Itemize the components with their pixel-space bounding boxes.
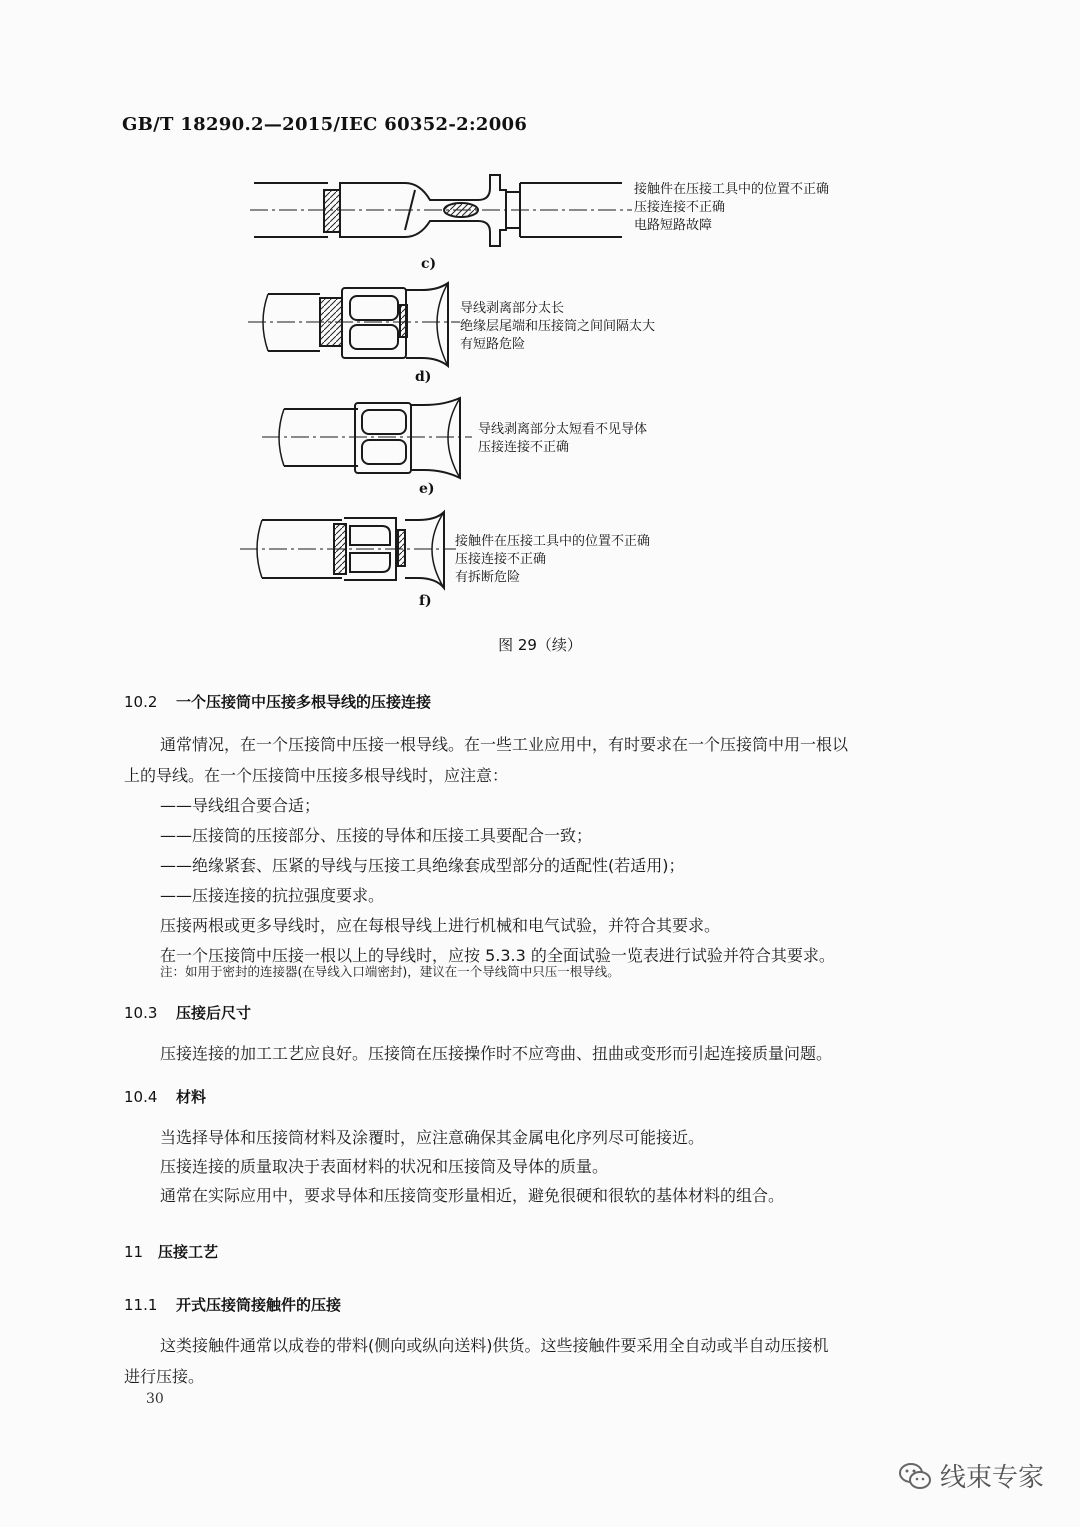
figure-e-notes bbox=[478, 421, 647, 457]
section-number: 11.1 bbox=[124, 1296, 158, 1314]
figure-d-drawing bbox=[248, 283, 460, 366]
requirement-list bbox=[160, 791, 835, 971]
text-line: 进行压接。 bbox=[124, 1367, 205, 1386]
wechat-icon bbox=[898, 1461, 932, 1491]
section-heading-11 bbox=[124, 1241, 218, 1262]
figure-d-label: d) bbox=[415, 369, 432, 385]
list-item: ——压接连接的抗拉强度要求。 bbox=[160, 886, 385, 905]
paragraph: 这类接触件通常以成卷的带料(侧向或纵向送料)供货。这些接触件要采用全自动或半自动压接机 bbox=[160, 1336, 829, 1355]
text-line: 压接两根或更多导线时，应在每根导线上进行机械和电气试验，并符合其要求。 bbox=[160, 916, 721, 935]
paragraph: 压接连接的加工工艺应良好。压接筒在压接操作时不应弯曲、扭曲或变形而引起连接质量问题。 bbox=[160, 1044, 833, 1063]
section-title: 压接后尺寸 bbox=[176, 1004, 252, 1022]
figure-c-label: c) bbox=[421, 256, 437, 272]
note-line: 接触件在压接工具中的位置不正确 bbox=[455, 534, 651, 549]
section-heading-10-4 bbox=[124, 1086, 206, 1107]
note: 注：如用于密封的连接器(在导线入口端密封)，建议在一个导线筒中只压一根导线。 bbox=[160, 964, 620, 979]
note-line: 有短路危险 bbox=[460, 337, 526, 352]
note-line: 压接连接不正确 bbox=[455, 552, 547, 567]
text-line: 通常情况，在一个压接筒中压接一根导线。在一些工业应用中，有时要求在一个压接筒中用一根以 bbox=[160, 735, 849, 754]
text-line: 上的导线。在一个压接筒中压接多根导线时，应注意： bbox=[124, 766, 509, 785]
figure-c-drawing bbox=[250, 175, 632, 246]
text-line: 压接连接的质量取决于表面材料的状况和压接筒及导体的质量。 bbox=[160, 1157, 609, 1176]
note-line: 绝缘层尾端和压接筒之间间隔太大 bbox=[460, 319, 656, 334]
section-number: 10.2 bbox=[124, 693, 158, 711]
section-title: 一个压接筒中压接多根导线的压接连接 bbox=[176, 693, 432, 711]
note-line: 有拆断危险 bbox=[455, 570, 521, 585]
section-number: 11 bbox=[124, 1243, 144, 1261]
page-number: 30 bbox=[146, 1391, 164, 1407]
note-line: 导线剥离部分太短看不见导体 bbox=[478, 422, 648, 437]
paragraph bbox=[160, 1123, 784, 1210]
section-heading-10-3 bbox=[124, 1002, 251, 1023]
figure-f-label: f) bbox=[419, 593, 432, 609]
figure-f-notes bbox=[455, 533, 650, 587]
note-line: 导线剥离部分太长 bbox=[460, 301, 565, 316]
section-heading-10-2 bbox=[124, 691, 431, 712]
section-number: 10.3 bbox=[124, 1004, 158, 1022]
watermark bbox=[898, 1457, 1044, 1494]
list-item: ——绝缘紧套、压紧的导线与压接工具绝缘套成型部分的适配性(若适用)； bbox=[160, 856, 685, 875]
watermark-text: 线束专家 bbox=[939, 1463, 1044, 1493]
note-line: 压接连接不正确 bbox=[634, 200, 726, 215]
standard-header: GB/T 18290.2—2015/IEC 60352-2:2006 bbox=[122, 114, 528, 135]
figure-d-notes bbox=[460, 300, 655, 354]
section-heading-11-1 bbox=[124, 1294, 341, 1315]
section-title: 开式压接筒接触件的压接 bbox=[176, 1296, 342, 1314]
note-line: 电路短路故障 bbox=[634, 218, 713, 233]
text-line: 在一个压接筒中压接一根以上的导线时，应按 5.3.3 的全面试验一览表进行试验并符合其要求。 bbox=[160, 946, 835, 965]
paragraph bbox=[160, 730, 848, 760]
figure-c-notes bbox=[634, 181, 829, 235]
figure-caption: 图 29（续） bbox=[498, 636, 582, 654]
section-title: 压接工艺 bbox=[158, 1243, 219, 1261]
note-line: 接触件在压接工具中的位置不正确 bbox=[634, 182, 830, 197]
note-line: 压接连接不正确 bbox=[478, 440, 570, 455]
list-item: ——导线组合要合适； bbox=[160, 796, 321, 815]
text-line: 通常在实际应用中，要求导体和压接筒变形量相近，避免很硬和很软的基体材料的组合。 bbox=[160, 1186, 785, 1205]
figure-e-drawing bbox=[262, 398, 472, 478]
figure-e-label: e) bbox=[419, 481, 435, 497]
list-item: ——压接筒的压接部分、压接的导体和压接工具要配合一致； bbox=[160, 826, 593, 845]
figure-f-drawing bbox=[240, 512, 456, 588]
section-title: 材料 bbox=[176, 1088, 207, 1106]
text-line: 当选择导体和压接筒材料及涂覆时，应注意确保其金属电化序列尽可能接近。 bbox=[160, 1128, 705, 1147]
section-number: 10.4 bbox=[124, 1088, 158, 1106]
